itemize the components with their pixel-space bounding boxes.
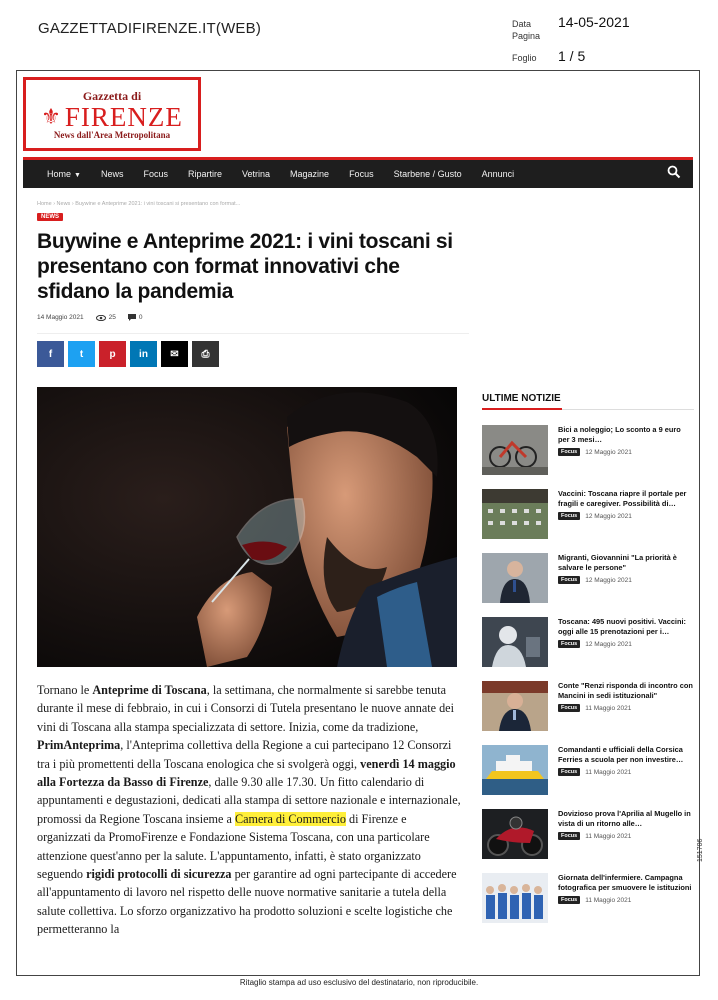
list-item[interactable]: [482, 809, 694, 873]
news-date: 11 Maggio 2021: [585, 768, 632, 776]
news-category-badge[interactable]: Focus: [558, 896, 580, 904]
news-category-badge[interactable]: Focus: [558, 512, 580, 520]
site-logo[interactable]: [23, 77, 201, 151]
nav-item-starbene-gusto[interactable]: Starbene / Gusto: [393, 169, 462, 179]
page-frame: [16, 70, 700, 976]
news-date: 12 Maggio 2021: [585, 512, 632, 520]
news-title[interactable]: Giornata dell'infermiere. Campagna fotografica per smuovere le istituzioni: [558, 873, 692, 892]
breadcrumb[interactable]: Home › News › Buywine e Anteprime 2021: i vini toscani si presentano con format...: [37, 201, 241, 207]
wine-tasting-image: [37, 387, 457, 667]
article-body: [37, 681, 461, 939]
sheet-value: 1 / 5: [558, 48, 586, 64]
pinterest-share-button[interactable]: p: [99, 341, 126, 367]
news-category-badge[interactable]: Focus: [558, 768, 580, 776]
highlighted-text: Camera di Commercio: [234, 811, 346, 826]
nav-item-focus-2[interactable]: Focus: [349, 169, 374, 179]
eye-icon: [96, 315, 106, 321]
logo-main: [41, 101, 183, 132]
nav-item-vetrina[interactable]: Vetrina: [242, 169, 271, 179]
logo-subtitle: News dall'Area Metropolitana: [53, 129, 171, 140]
nav-item-news[interactable]: News: [100, 169, 124, 179]
news-thumbnail[interactable]: [482, 809, 548, 859]
news-category-badge[interactable]: Focus: [558, 448, 580, 456]
news-category-badge[interactable]: Focus: [558, 640, 580, 648]
florence-lily-icon: ⚜: [41, 103, 62, 129]
list-item[interactable]: [482, 425, 694, 489]
nav-item-home[interactable]: Home ▼: [47, 169, 81, 179]
clipping-code: 151706: [697, 838, 704, 862]
category-badge[interactable]: NEWS: [37, 213, 63, 221]
list-item[interactable]: [482, 489, 694, 553]
clipping-source: GAZZETTADIFIRENZE.IT(WEB): [38, 20, 262, 37]
news-category-badge[interactable]: Focus: [558, 704, 580, 712]
latest-news-list: [482, 425, 694, 937]
news-thumbnail[interactable]: [482, 745, 548, 795]
logo-main-text: FIRENZE: [64, 101, 183, 132]
list-item[interactable]: [482, 553, 694, 617]
chevron-down-icon: ▼: [74, 172, 81, 179]
news-thumbnail[interactable]: [482, 681, 548, 731]
news-date: 11 Maggio 2021: [585, 896, 632, 904]
sidebar-title: ULTIME NOTIZIE: [482, 393, 561, 404]
nav-item-ripartire[interactable]: Ripartire: [187, 169, 222, 179]
news-thumbnail[interactable]: [482, 873, 548, 923]
news-date: 11 Maggio 2021: [585, 832, 632, 840]
news-title[interactable]: Vaccini: Toscana riapre il portale per fragili e caregiver. Possibilità di…: [558, 489, 687, 508]
list-item[interactable]: [482, 617, 694, 681]
logo-top-text: Gazzetta di: [82, 88, 142, 103]
article-date: 14 Maggio 2021: [37, 314, 84, 321]
views-count: 25: [96, 314, 116, 321]
news-title[interactable]: Conte "Renzi risponda di incontro con Mancini in sedi istituzionali": [558, 681, 693, 700]
comment-icon: [128, 314, 136, 321]
news-title[interactable]: Migranti, Giovannini "La priorità è salvare le persone": [558, 553, 677, 572]
email-share-button[interactable]: ✉: [161, 341, 188, 367]
nav-item-magazine[interactable]: Magazine: [290, 169, 330, 179]
news-date: 11 Maggio 2021: [585, 704, 632, 712]
facebook-share-button[interactable]: f: [37, 341, 64, 367]
article-paragraph: Tornano le Anteprime di Toscana, la settimana, che normalmente si sarebbe tenuta durante il mese di febbraio, in cui i Consorzi di Tutela presentano le nuove annate dei vini di Toscana alla stampa specializzata di settore. Inizia, come da tradizione, PrimAnteprima, l'Anteprima collettiva della Regione a cui partecipano 12 Consorzi tra i più promettenti della Toscana enologica che si svolgerà oggi, venerdì 14 maggio alla Fortezza da Basso di Firenze, dalle 9.30 alle 17.30. Un fitto calendario di appuntamenti e degustazioni, dedicati alla stampa di settore nazionale e internazionale, promossi da Regione Toscana insieme a Camera di Commercio di Firenze e organizzati da PromoFirenze e Fondazione Sistema Toscana, con una particolare attenzione quest'anno per la salute. L'appuntamento, infatti, è stato organizzato seguendo rigidi protocolli di sicurezza per garantire ad ogni partecipante di accedere all'appuntamento di lavoro nel rispetto delle nuove normative sanitarie a tutela della salute collettiva. Lo sforzo organizzativo ha prodotto soluzioni e scelte logistiche che permetteranno la: [37, 683, 461, 937]
news-date: 12 Maggio 2021: [585, 576, 632, 584]
news-category-badge[interactable]: Focus: [558, 576, 580, 584]
news-date: 12 Maggio 2021: [585, 640, 632, 648]
article-photo: [37, 387, 457, 667]
news-title[interactable]: Comandanti e ufficiali della Corsica Ferries a scuola per non investire…: [558, 745, 684, 764]
news-thumbnail[interactable]: [482, 489, 548, 539]
footer-disclaimer: Ritaglio stampa ad uso esclusivo del destinatario, non riproducibile.: [239, 978, 479, 987]
twitter-share-button[interactable]: t: [68, 341, 95, 367]
news-title[interactable]: Dovizioso prova l'Aprilia al Mugello in vista di un ritorno alle…: [558, 809, 691, 828]
share-bar: [37, 341, 219, 367]
print-button[interactable]: ⎙: [192, 341, 219, 367]
date-label: Data: [512, 19, 532, 29]
divider: [37, 333, 469, 334]
news-title[interactable]: Toscana: 495 nuovi positivi. Vaccini: oggi alle 15 prenotazioni per i…: [558, 617, 687, 636]
news-thumbnail[interactable]: [482, 553, 548, 603]
date-value: 14-05-2021: [558, 14, 630, 30]
search-icon[interactable]: [667, 165, 681, 179]
page-label: Pagina: [512, 31, 541, 41]
sidebar-accent: [482, 408, 562, 410]
news-thumbnail[interactable]: [482, 425, 548, 475]
sheet-label: Foglio: [512, 53, 537, 63]
list-item[interactable]: [482, 873, 694, 937]
news-category-badge[interactable]: Focus: [558, 832, 580, 840]
comments-count[interactable]: 0: [128, 314, 143, 321]
nav-item-annunci[interactable]: Annunci: [481, 169, 515, 179]
linkedin-share-button[interactable]: in: [130, 341, 157, 367]
news-title[interactable]: Bici a noleggio; Lo sconto a 9 euro per 3 mesi…: [558, 425, 681, 444]
article-headline: Buywine e Anteprime 2021: i vini toscani si presentano con format innovativi che sfidano la pandemia: [37, 230, 453, 303]
list-item[interactable]: [482, 745, 694, 809]
main-navigation: [23, 157, 693, 188]
article-meta: [37, 314, 142, 321]
nav-item-focus[interactable]: Focus: [143, 169, 168, 179]
clipping-meta: [512, 14, 630, 65]
list-item[interactable]: [482, 681, 694, 745]
news-thumbnail[interactable]: [482, 617, 548, 667]
news-date: 12 Maggio 2021: [585, 448, 632, 456]
